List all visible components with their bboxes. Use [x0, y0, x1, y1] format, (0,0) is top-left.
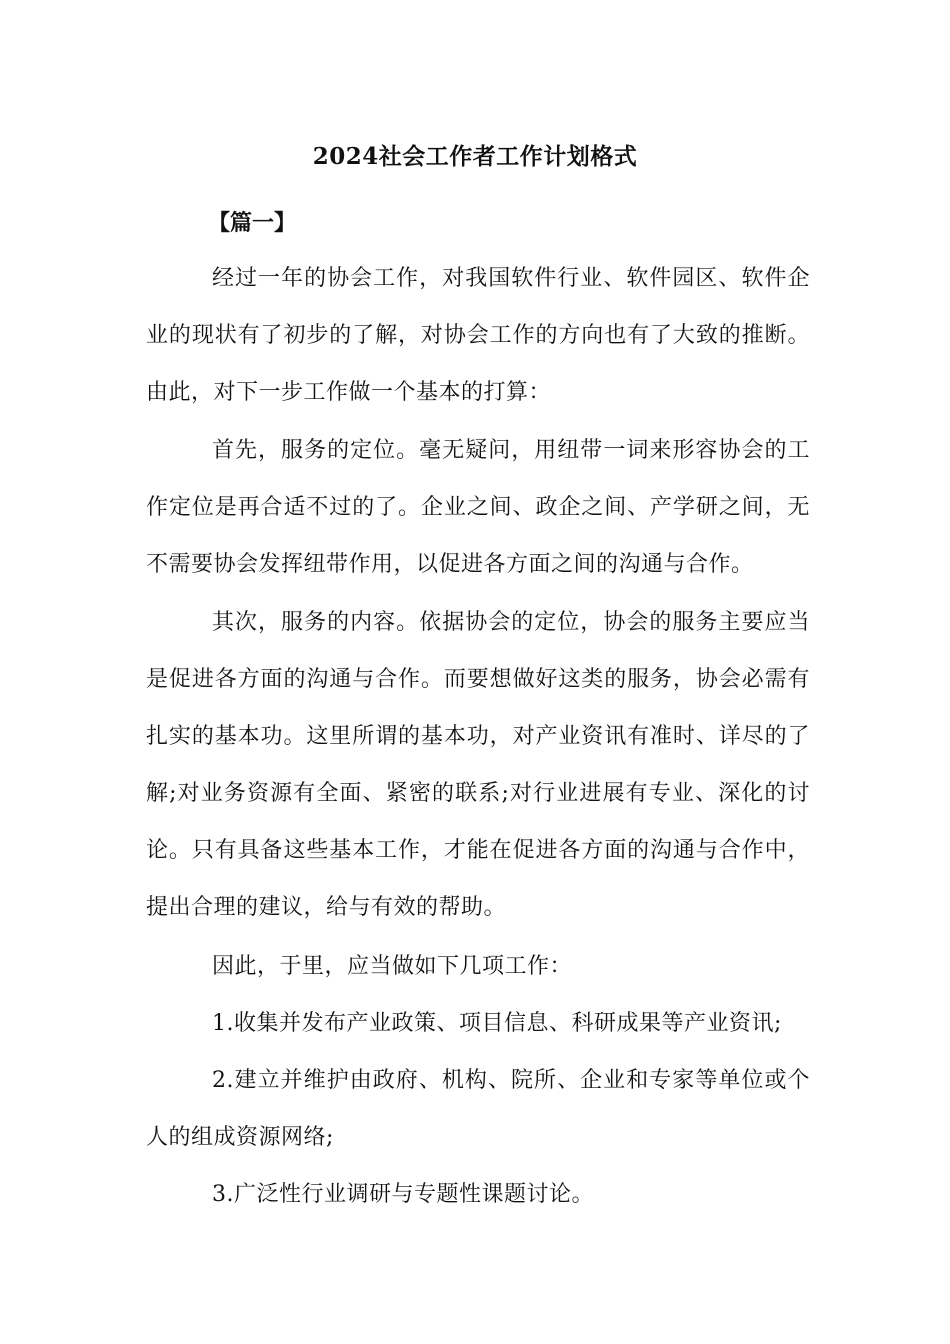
paragraph-therefore: 因此，于里，应当做如下几项工作：	[212, 954, 573, 979]
list-item-1: 1.收集并发布产业政策、项目信息、科研成果等产业资讯;	[212, 1011, 782, 1036]
document-title: 2024社会工作者工作计划格式	[312, 143, 638, 170]
list-item-3: 3.广泛性行业调研与专题性课题讨论。	[212, 1182, 594, 1207]
paragraph-positioning: 首先，服务的定位。毫无疑问，用纽带一词来形容协会的工作定位是再合适不过的了。企业之间、政企之间、产学研之间，无不需要协会发挥纽带作用，以促进各方面之间的沟通与合作。	[146, 438, 810, 577]
list-item-2: 2.建立并维护由政府、机构、院所、企业和专家等单位或个人的组成资源网络;	[146, 1068, 810, 1150]
paragraph-content: 其次，服务的内容。依据协会的定位，协会的服务主要应当是促进各方面的沟通与合作。而要想做好这类的服务，协会必需有扎实的基本功。这里所谓的基本功，对产业资讯有准时、详尽的了解;对业务资源有全面、紧密的联系;对行业进展有专业、深化的讨论。只有具备这些基本工作，才能在促进各方面的沟通与合作中，提出合理的建议，给与有效的帮助。	[146, 610, 810, 920]
paragraph-intro: 经过一年的协会工作，对我国软件行业、软件园区、软件企业的现状有了初步的了解，对协会工作的方向也有了大致的推断。由此，对下一步工作做一个基本的打算：	[146, 266, 810, 405]
section-heading: 【篇一】	[208, 210, 297, 236]
